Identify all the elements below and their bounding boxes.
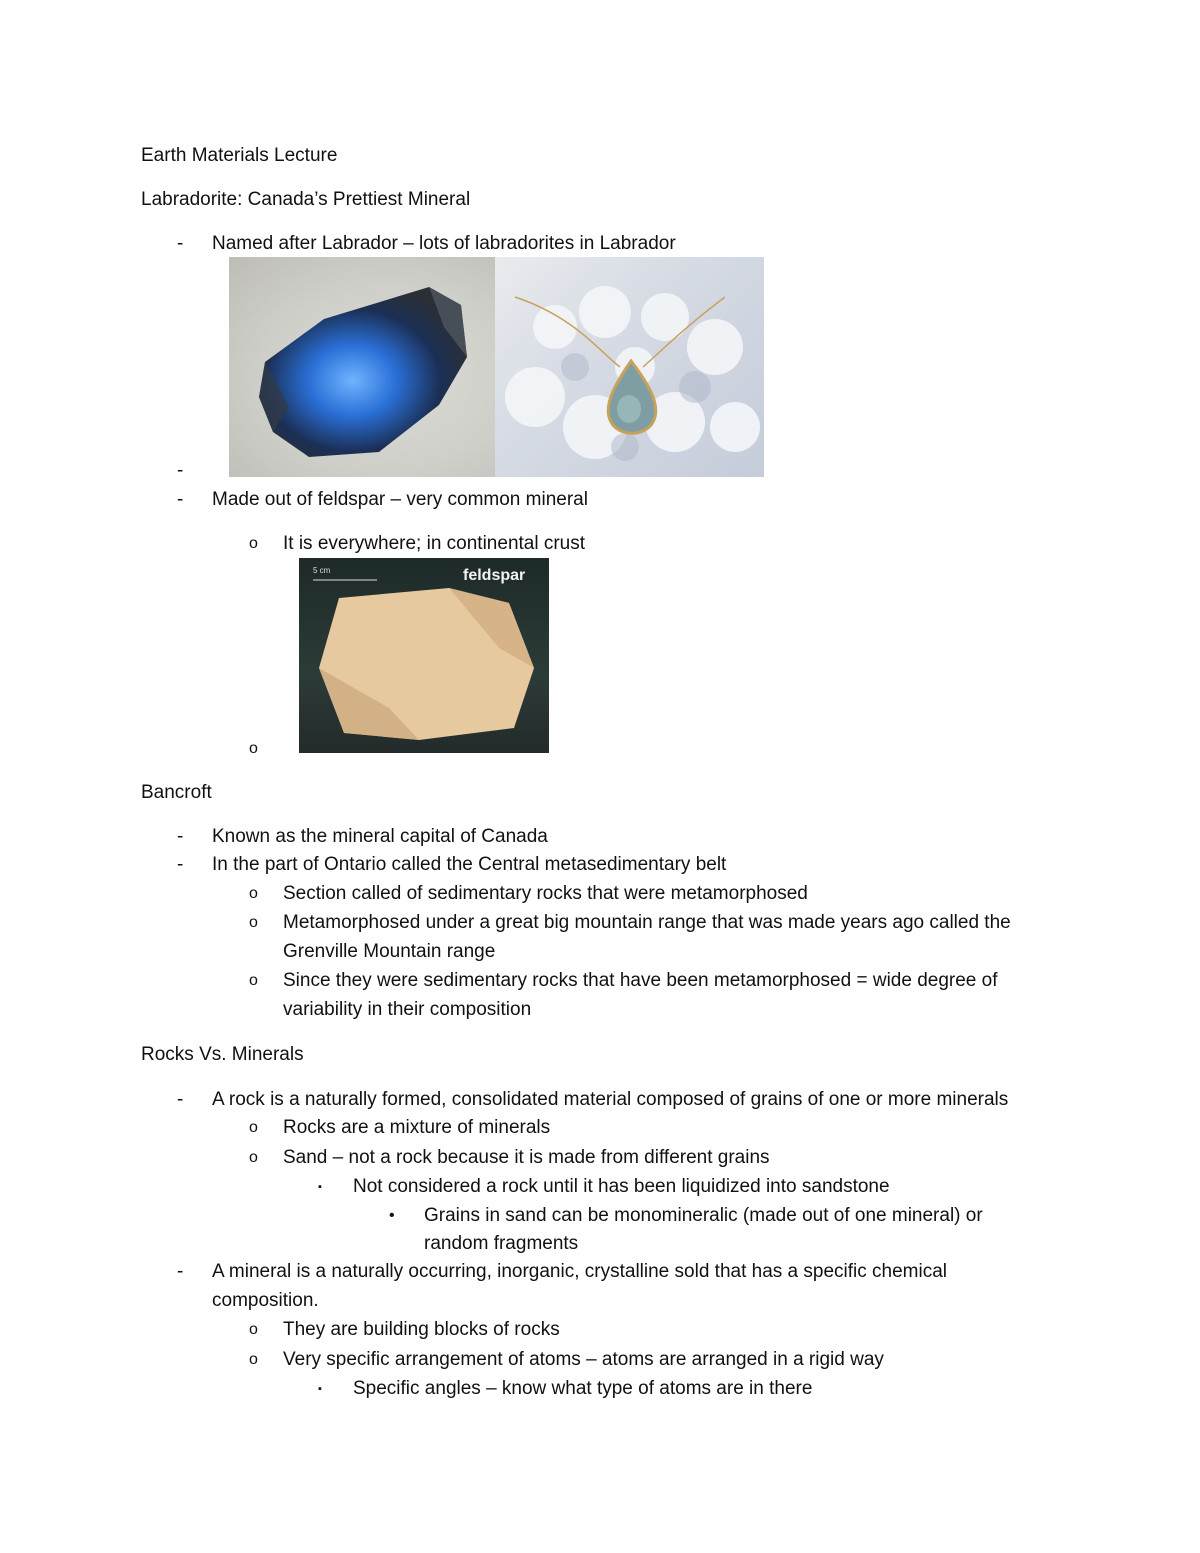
dash-bullet: - <box>177 854 184 875</box>
bancroft-heading: Bancroft <box>141 782 212 803</box>
labradorite-pendant-image <box>495 257 764 477</box>
building-blocks-subitem: They are building blocks of rocks <box>283 1319 560 1340</box>
document-title: Earth Materials Lecture <box>141 145 338 166</box>
square-bullet: ▪ <box>318 1181 322 1193</box>
grains-item-line1: Grains in sand can be monomineralic (made out of one mineral) or <box>424 1205 983 1226</box>
feldspar-scale-label: 5 cm <box>313 566 331 575</box>
dash-bullet: - <box>177 489 184 510</box>
circle-bullet: o <box>249 885 258 902</box>
dash-bullet: - <box>177 1261 184 1282</box>
circle-bullet: o <box>249 740 258 757</box>
feldspar-image <box>299 558 549 753</box>
bancroft-subitem-1: Section called of sedimentary rocks that were metamorphosed <box>283 883 808 904</box>
atoms-arrangement-subitem: Very specific arrangement of atoms – atoms are arranged in a rigid way <box>283 1349 884 1370</box>
circle-bullet: o <box>249 1119 258 1136</box>
bancroft-item-1: Known as the mineral capital of Canada <box>212 826 548 847</box>
bancroft-subitem-3-line2: variability in their composition <box>283 999 532 1020</box>
everywhere-subitem: It is everywhere; in continental crust <box>283 533 586 554</box>
labradorite-named-item: Named after Labrador – lots of labradorites in Labrador <box>212 233 676 254</box>
sandstone-subsubitem: Not considered a rock until it has been liquidized into sandstone <box>353 1176 890 1197</box>
labradorite-pendant-drawing <box>495 257 764 477</box>
bancroft-subitem-2-line1: Metamorphosed under a great big mountain range that was made years ago called the <box>283 912 1011 933</box>
feldspar-drawing <box>299 558 549 753</box>
circle-bullet: o <box>249 535 258 552</box>
circle-bullet: o <box>249 914 258 931</box>
bancroft-subitem-3-line1: Since they were sedimentary rocks that have been metamorphosed = wide degree of <box>283 970 998 991</box>
labradorite-heading: Labradorite: Canada’s Prettiest Mineral <box>141 189 471 210</box>
labradorite-stone-drawing <box>229 257 495 477</box>
dash-bullet: - <box>177 1089 184 1110</box>
sand-subitem: Sand – not a rock because it is made from different grains <box>283 1147 770 1168</box>
bancroft-subitem-2-line2: Grenville Mountain range <box>283 941 496 962</box>
dot-bullet: • <box>389 1207 395 1224</box>
rocks-minerals-heading: Rocks Vs. Minerals <box>141 1044 304 1065</box>
feldspar-item: Made out of feldspar – very common mineral <box>212 489 588 510</box>
circle-bullet: o <box>249 1149 258 1166</box>
labradorite-stone-image <box>229 257 495 477</box>
feldspar-image-label: feldspar <box>463 567 526 584</box>
circle-bullet: o <box>249 1351 258 1368</box>
specific-angles-subsubitem: Specific angles – know what type of atoms are in there <box>353 1378 813 1399</box>
dash-bullet: - <box>177 460 184 481</box>
circle-bullet: o <box>249 972 258 989</box>
grains-item-line2: random fragments <box>424 1233 579 1254</box>
rocks-mixture-subitem: Rocks are a mixture of minerals <box>283 1117 551 1138</box>
square-bullet: ▪ <box>318 1383 322 1395</box>
bancroft-item-2: In the part of Ontario called the Central metasedimentary belt <box>212 854 727 875</box>
dash-bullet: - <box>177 826 184 847</box>
dash-bullet: - <box>177 233 184 254</box>
rock-definition-item: A rock is a naturally formed, consolidated material composed of grains of one or more minerals <box>212 1089 1009 1110</box>
mineral-definition-line2: composition. <box>212 1290 319 1311</box>
circle-bullet: o <box>249 1321 258 1338</box>
mineral-definition-line1: A mineral is a naturally occurring, inorganic, crystalline sold that has a specific chemical <box>212 1261 947 1282</box>
